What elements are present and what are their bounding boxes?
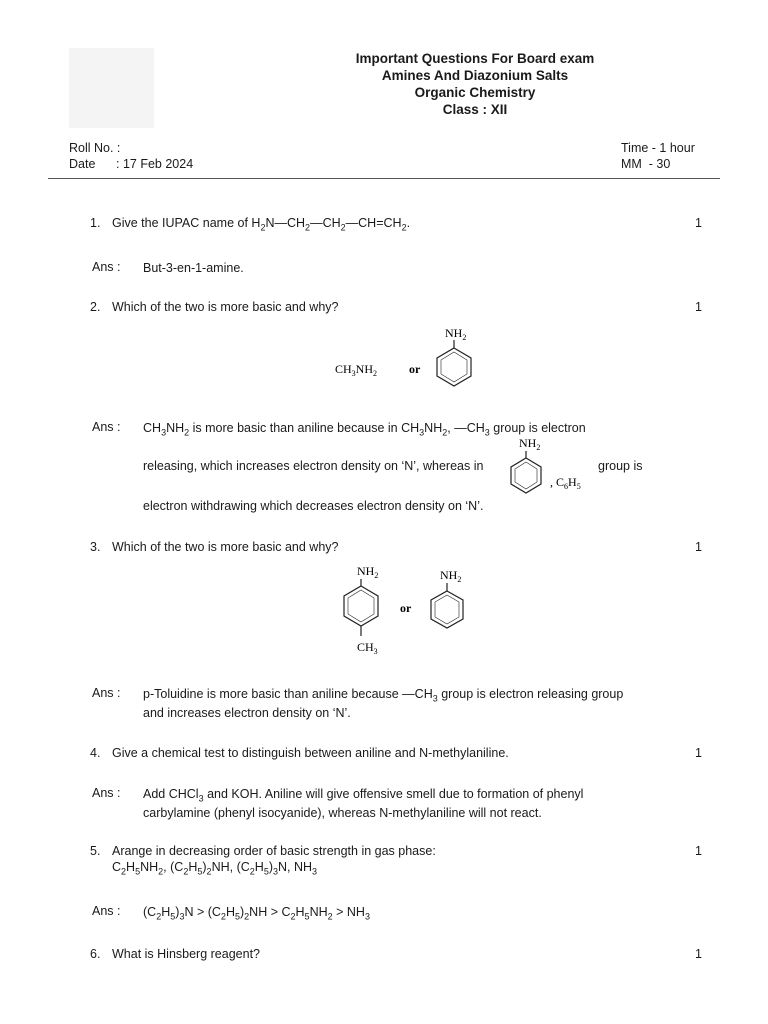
answer-label: Ans : bbox=[92, 904, 121, 918]
aniline-inline-figure bbox=[506, 434, 598, 498]
answer-label: Ans : bbox=[92, 420, 121, 434]
date-value: : 17 Feb 2024 bbox=[116, 157, 194, 171]
methylamine-formula: $CH_3NH_2$ bbox=[335, 362, 378, 378]
time-allowed: Time - 1 hour bbox=[621, 141, 695, 155]
question-text: Give the IUPAC name of $H_2N—CH_2—CH_2—CH=CH_2$. bbox=[112, 216, 411, 233]
max-marks: MM - 30 bbox=[621, 157, 671, 171]
title-line-3: Organic Chemistry bbox=[414, 85, 536, 100]
title-line-4: Class : XII bbox=[442, 102, 508, 117]
amine-label: $NH_2$ bbox=[357, 564, 379, 580]
question-marks: 1 bbox=[695, 540, 702, 554]
amine-label: $NH_2$ bbox=[519, 436, 541, 452]
benzene-ring-icon bbox=[437, 340, 471, 386]
question-compounds: $C_2H_5NH_2$, $(C_2H_5)_2NH$, $(C_2H_5)_3N$, $NH_3$ bbox=[112, 860, 318, 877]
title-line-2: Amines And Diazonium Salts bbox=[381, 68, 569, 83]
question-number: 4. bbox=[90, 746, 101, 760]
question-text: Which of the two is more basic and why? bbox=[112, 300, 339, 314]
question-marks: 1 bbox=[695, 746, 702, 760]
answer-text: group is bbox=[598, 459, 643, 473]
question-marks: 1 bbox=[695, 844, 702, 858]
answer-text: electron withdrawing which decreases electron density on ‘N’. bbox=[143, 499, 484, 513]
q2-structure-figure bbox=[330, 322, 490, 392]
answer-text: $CH_3NH_2$ is more basic than aniline because in $CH_3NH_2$, $—CH_3$ group is electron bbox=[143, 421, 586, 438]
question-text: Give a chemical test to distinguish between aniline and N-methylaniline. bbox=[112, 746, 509, 760]
header-divider bbox=[48, 178, 720, 179]
question-number: 1. bbox=[90, 216, 101, 230]
answer-text: But-3-en-1-amine. bbox=[143, 261, 244, 275]
question-marks: 1 bbox=[695, 216, 702, 230]
answer-text: Add CHCl$_3$ and KOH. Aniline will give offensive smell due to formation of phenyl carbylamine (phenyl isocyanide), whereas N-methylaniline will not react. bbox=[143, 787, 584, 820]
phenyl-label: , $C_6H_5$ bbox=[550, 475, 581, 491]
question-number: 2. bbox=[90, 300, 101, 314]
question-marks: 1 bbox=[695, 300, 702, 314]
amine-label: $NH_2$ bbox=[440, 568, 462, 584]
answer-label: Ans : bbox=[92, 260, 121, 274]
benzene-ring-icon bbox=[511, 451, 541, 493]
question-number: 6. bbox=[90, 947, 101, 961]
benzene-ring-icon bbox=[431, 583, 463, 628]
amine-label: $NH_2$ bbox=[445, 326, 467, 342]
question-number: 5. bbox=[90, 844, 101, 858]
roll-no-label: Roll No. : bbox=[69, 141, 121, 155]
answer-text: releasing, which increases electron density on ‘N’, whereas in bbox=[143, 459, 484, 473]
question-number: 3. bbox=[90, 540, 101, 554]
date-label: Date bbox=[69, 157, 96, 171]
answer-label: Ans : bbox=[92, 786, 121, 800]
question-text: What is Hinsberg reagent? bbox=[112, 947, 260, 961]
answer-label: Ans : bbox=[92, 686, 121, 700]
benzene-ring-icon bbox=[344, 579, 378, 636]
question-text: Arange in decreasing order of basic strength in gas phase: bbox=[112, 844, 436, 858]
answer-text: p-Toluidine is more basic than aniline because $—CH_3$ group is electron releasing group and increases electron density on ‘N’. bbox=[143, 687, 624, 720]
or-label: or bbox=[400, 601, 412, 615]
question-text: Which of the two is more basic and why? bbox=[112, 540, 339, 554]
answer-text: $(C_2H_5)_3N > (C_2H_5)_2NH > C_2H_5NH_2 > NH_3$ bbox=[143, 905, 370, 922]
or-label: or bbox=[409, 362, 421, 376]
question-marks: 1 bbox=[695, 947, 702, 961]
methyl-label: $CH_3$ bbox=[357, 640, 378, 656]
q3-structure-figure bbox=[335, 560, 485, 660]
title-line-1: Important Questions For Board exam bbox=[355, 51, 595, 66]
